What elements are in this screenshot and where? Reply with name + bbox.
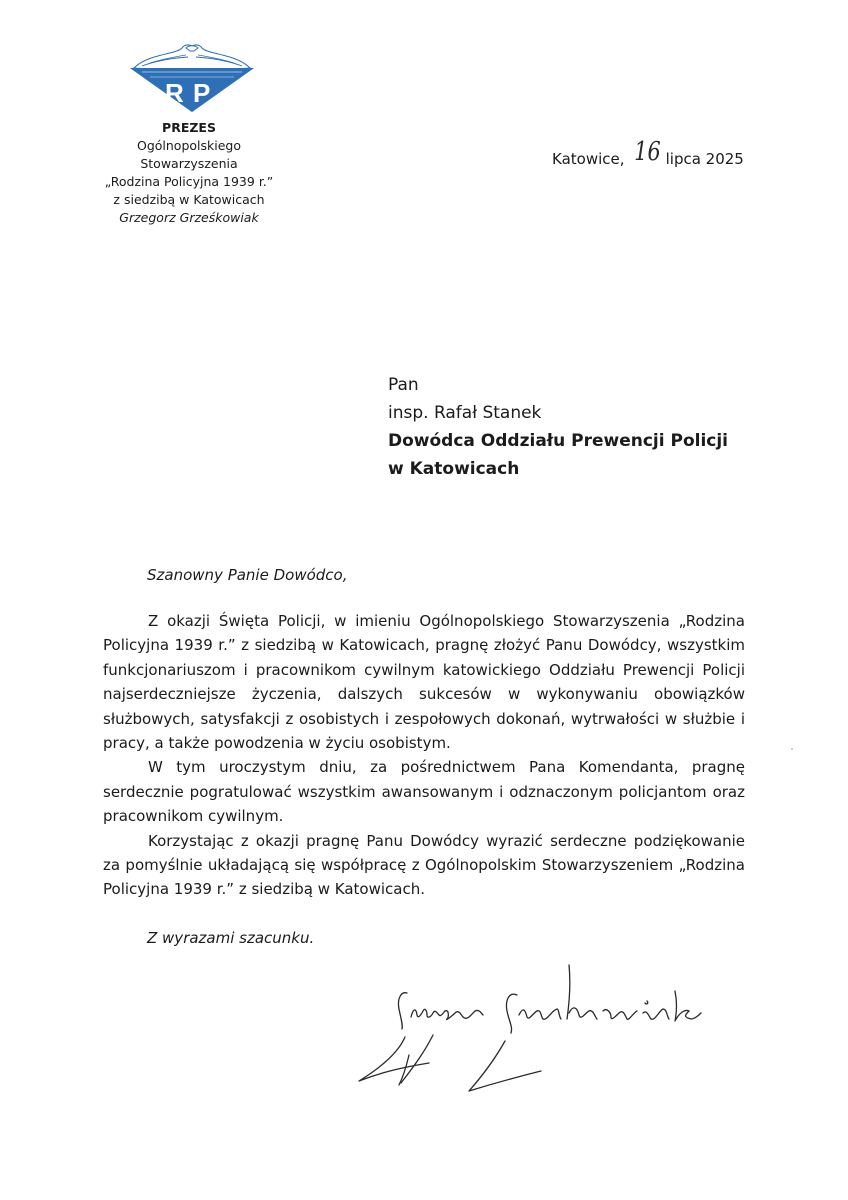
sender-title: PREZES: [162, 120, 216, 135]
addressee-line2: insp. Rafał Stanek: [388, 403, 542, 423]
date-day-handwritten: 16: [633, 137, 661, 167]
letter-body: [103, 609, 745, 902]
sender-name: Grzegorz Grześkowiak: [119, 210, 259, 225]
rodzina-policyjna-logo: [128, 42, 256, 114]
sender-org-line3: z siedzibą w Katowicach: [113, 192, 265, 207]
handwritten-signature: [345, 955, 705, 1105]
svg-text:R: R: [165, 78, 184, 108]
scan-speck: [791, 748, 793, 750]
sender-block: [92, 119, 286, 227]
place-date: [552, 137, 744, 171]
sender-org-line1: Ogólnopolskiego Stowarzyszenia: [136, 138, 242, 171]
addressee-line3: Dowódca Oddziału Prewencji Policji: [388, 431, 729, 451]
date-place: Katowice,: [552, 150, 625, 168]
addressee-line4: w Katowicach: [388, 459, 520, 479]
addressee-line1: Pan: [388, 375, 419, 395]
eagle-icon: [134, 45, 250, 72]
addressee-block: [388, 371, 728, 483]
svg-text:P: P: [193, 78, 211, 108]
closing: Z wyrazami szacunku.: [147, 929, 315, 947]
sender-org-line2: „Rodzina Policyjna 1939 r.”: [104, 174, 274, 189]
paragraph-1: Z okazji Święta Policji, w imieniu Ogólnopolskiego Stowarzyszenia „Rodzina Policyjna 1939 r.” z siedzibą w Katowicach, pragnę złożyć Panu Dowódcy, wszystkim funkcjonariuszom i pracownikom cywilnym katowickiego Oddziału Prewencji Policji najserdeczniejsze życzenia, dalszych sukcesów w wykonywaniu obowiązków służbowych, satysfakcji z osobistych i zespołowych dokonań, wytrwałości w służbie i pracy, a także powodzenia w życiu osobistym.: [103, 612, 745, 753]
paragraph-3: Korzystając z okazji pragnę Panu Dowódcy wyrazić serdeczne podziękowanie za pomyślnie układającą się współpracę z Ogólnopolskim Stowarzyszeniem „Rodzina Policyjna 1939 r.” z siedzibą w Katowicach.: [103, 831, 745, 899]
paragraph-2: W tym uroczystym dniu, za pośrednictwem Pana Komendanta, pragnę serdecznie pogratulować wszystkim awansowanym i odznaczonym policjantom oraz pracownikom cywilnym.: [103, 758, 745, 826]
date-month-year: lipca 2025: [665, 150, 744, 168]
salutation: Szanowny Panie Dowódco,: [147, 566, 348, 584]
